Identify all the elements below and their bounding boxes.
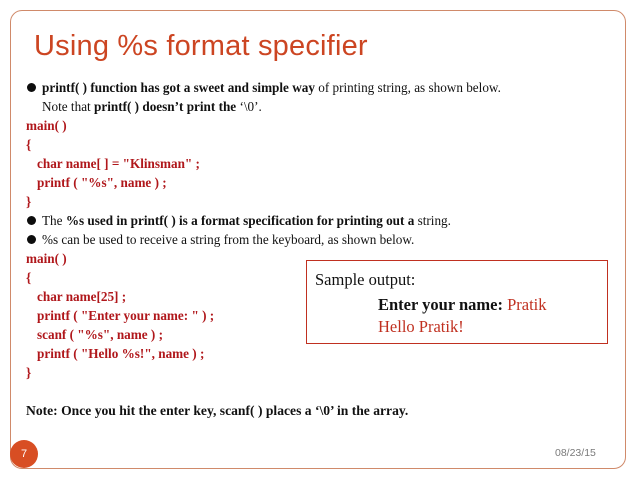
code-line: printf ( "Hello %s!", name ) ; xyxy=(37,346,205,361)
bullet3-text: %s can be used to receive a string from the keyboard, as shown below. xyxy=(42,232,415,247)
code-line: { xyxy=(26,137,32,152)
bullet2-a: The xyxy=(42,213,66,228)
code-line: scanf ( "%s", name ) ; xyxy=(37,327,163,342)
code-line: printf ( "%s", name ) ; xyxy=(37,175,167,190)
bullet1-rest: of printing string, as shown below. xyxy=(314,80,501,95)
sample-output-box xyxy=(306,260,608,344)
final-note: Note: Once you hit the enter key, scanf( ) places a ‘\0’ in the array. xyxy=(26,403,409,418)
sample-prompt: Enter your name: xyxy=(378,295,508,314)
code-line: printf ( "Enter your name: " ) ; xyxy=(37,308,215,323)
bullet-icon xyxy=(27,83,36,92)
code-line: char name[25] ; xyxy=(37,289,127,304)
sample-title: Sample output: xyxy=(315,270,416,289)
sample-prompt-line xyxy=(378,294,547,316)
bullet-format-spec xyxy=(26,211,616,230)
note-null-char xyxy=(26,97,616,116)
slide-date: 08/23/15 xyxy=(555,447,596,459)
code-line: char name[ ] = "Klinsman" ; xyxy=(37,156,200,171)
bullet2-b: %s used in printf( ) is a format specification for printing out a xyxy=(65,213,415,228)
sample-input: Pratik xyxy=(507,295,547,314)
bullet-scanf xyxy=(26,230,616,249)
code-line: { xyxy=(26,270,32,285)
bullet-printf xyxy=(26,78,616,97)
bullet-icon xyxy=(27,235,36,244)
code-line: } xyxy=(26,365,32,380)
slide-content xyxy=(26,78,616,420)
code-line: } xyxy=(26,194,32,209)
note1-a: Note that xyxy=(42,99,95,114)
bullet1-bold: printf( ) function has got a sweet and simple way xyxy=(42,80,315,95)
code-line: main( ) xyxy=(26,251,67,266)
bullet-icon xyxy=(27,216,36,225)
code-line: main( ) xyxy=(26,118,67,133)
note1-b: printf( ) doesn’t print the xyxy=(94,99,237,114)
slide-title: Using %s format specifier xyxy=(34,30,368,62)
page-number-badge: 7 xyxy=(10,440,38,468)
note1-c: ‘\0’. xyxy=(236,99,262,114)
bullet2-c: string. xyxy=(414,213,451,228)
sample-result: Hello Pratik! xyxy=(378,317,464,336)
